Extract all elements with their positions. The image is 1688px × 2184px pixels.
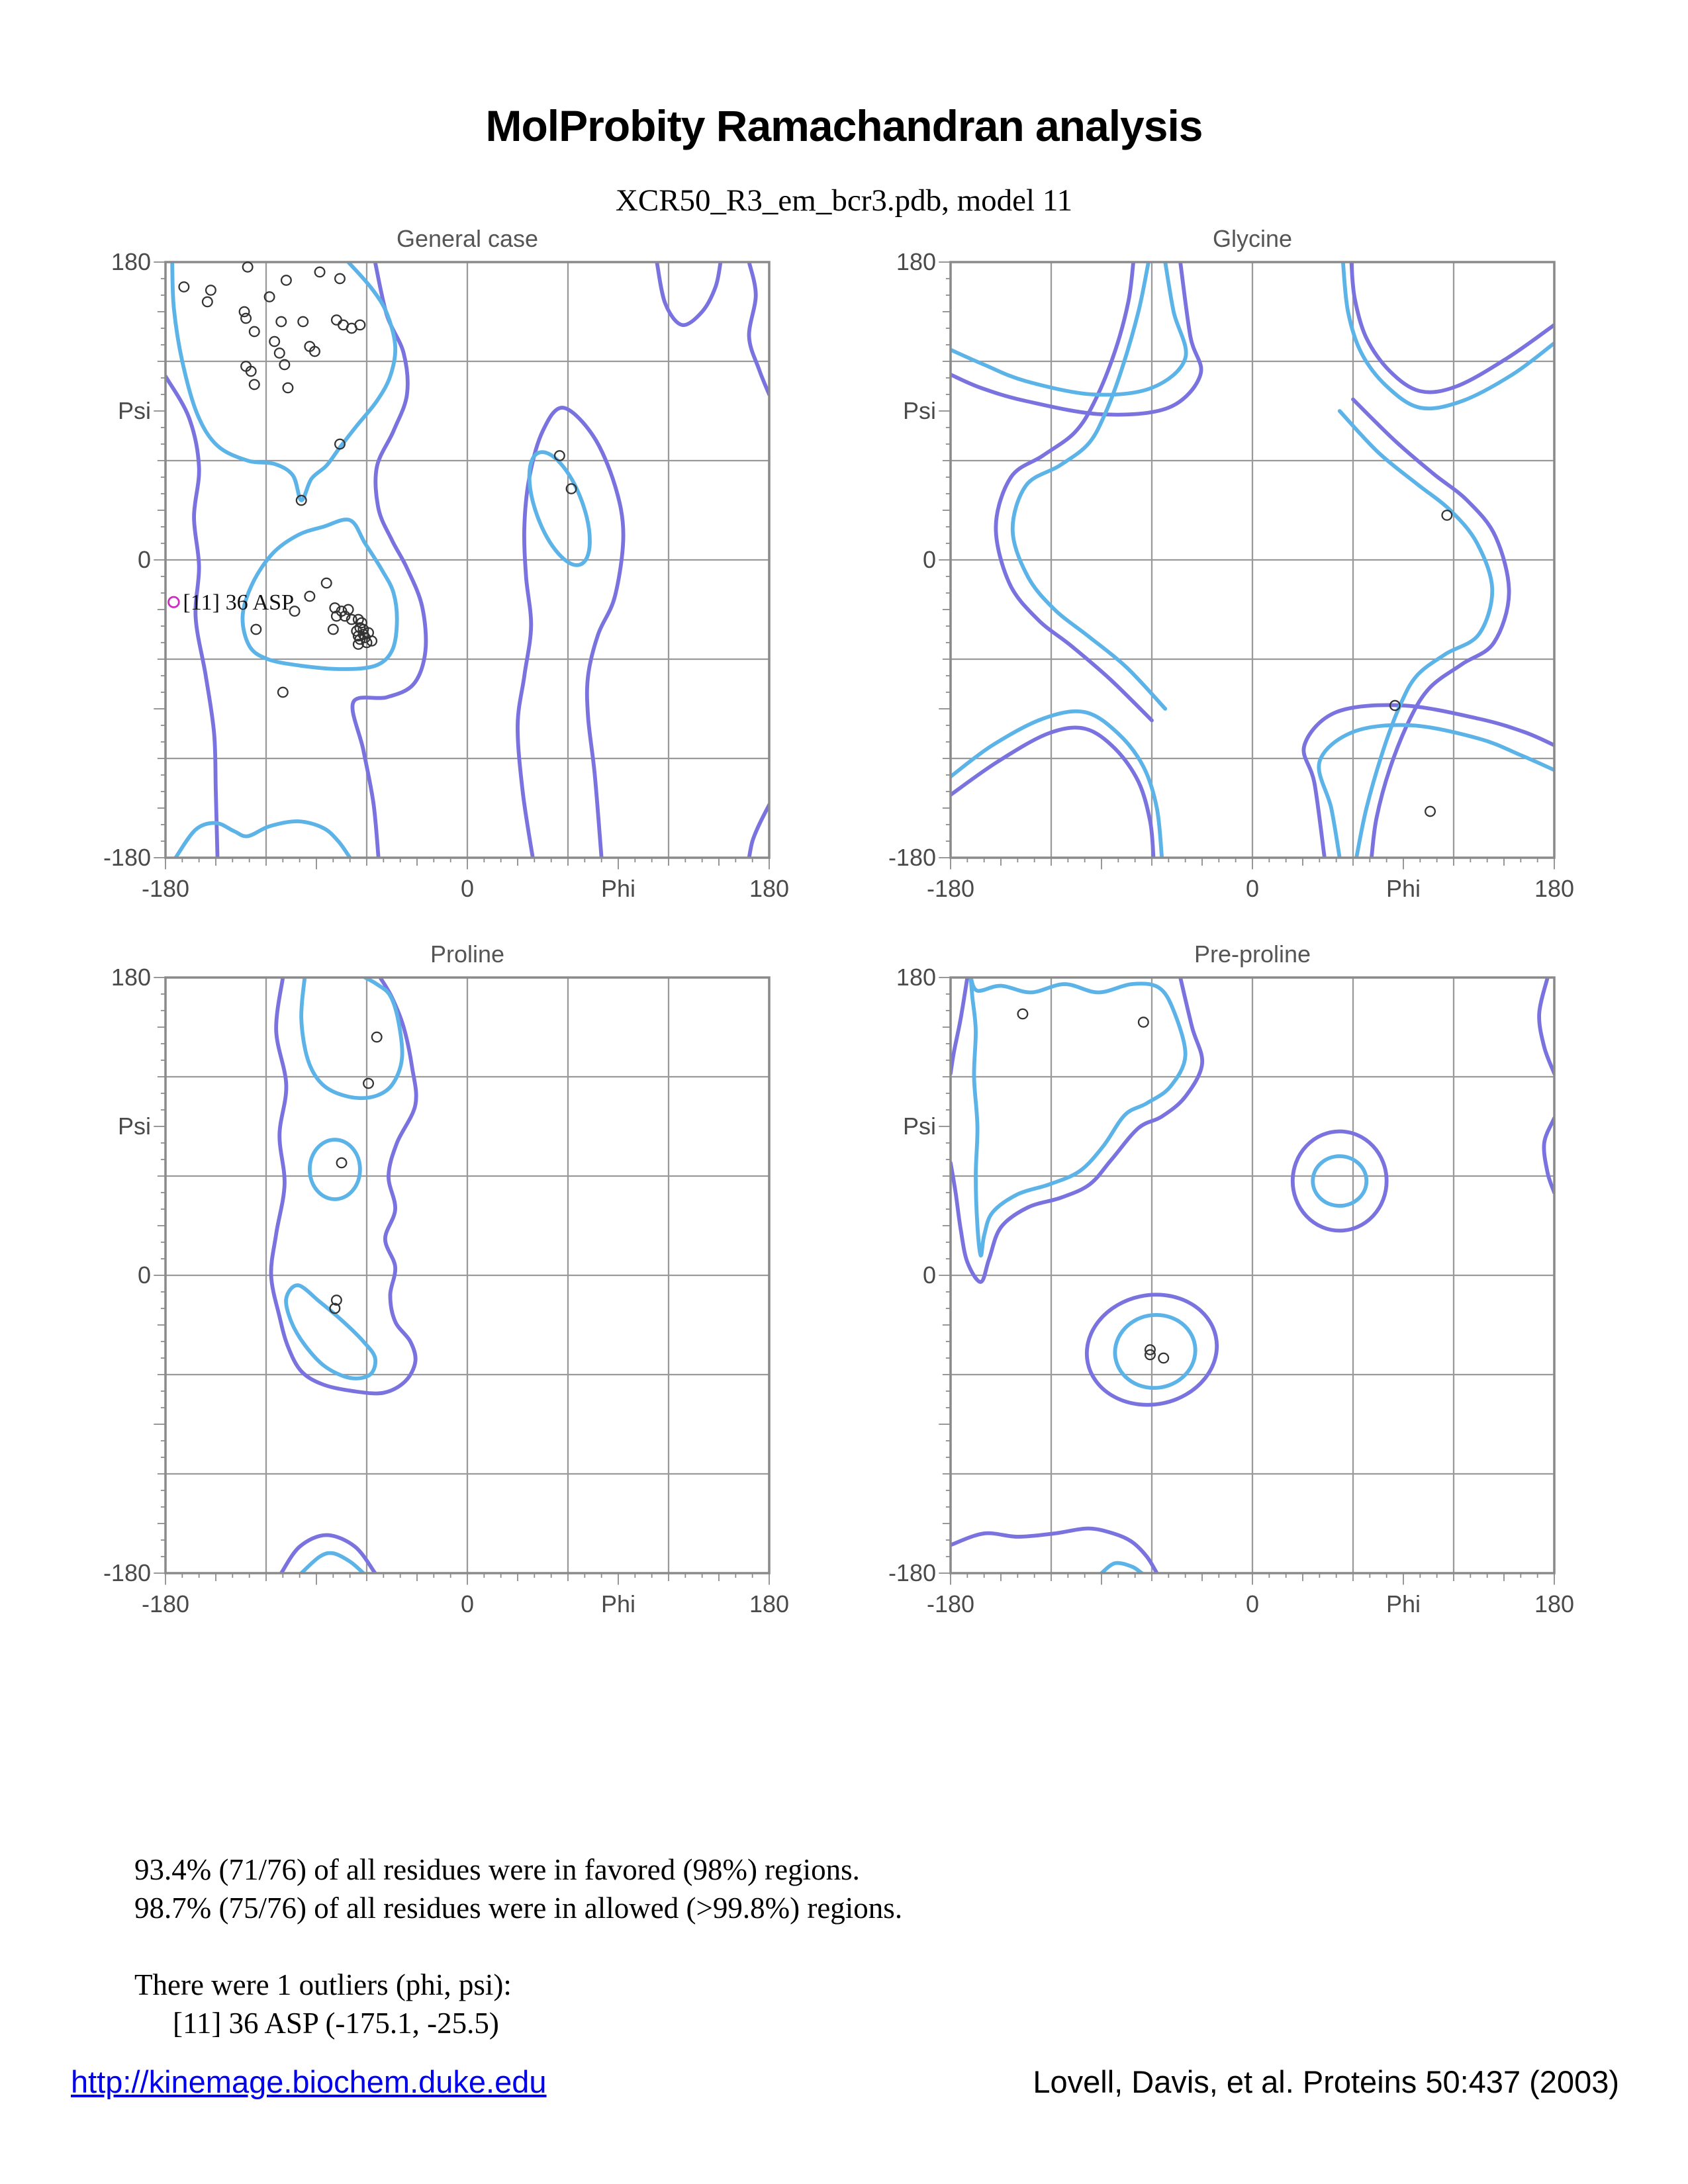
contour-allowed: [951, 978, 967, 1073]
residue-point: [355, 320, 365, 330]
y-axis-label-psi: Psi: [902, 397, 936, 424]
residue-point: [206, 285, 216, 295]
x-tick-label-n180: -180: [141, 875, 190, 902]
residue-point: [335, 274, 345, 284]
contour-allowed: [1539, 978, 1554, 1073]
residue-point: [250, 327, 259, 337]
x-tick-label-0: 0: [1245, 1590, 1260, 1617]
plot-proline: [103, 940, 790, 1617]
residue-point: [283, 383, 293, 393]
residue-point: [243, 262, 253, 272]
x-tick-label-180: 180: [749, 1590, 790, 1617]
y-tick-label-180: 180: [896, 964, 936, 991]
axis-ticks: [939, 262, 1554, 870]
plot-title: Pre-proline: [1194, 940, 1311, 968]
residue-point: [372, 1032, 382, 1042]
contour-allowed: [271, 978, 416, 1393]
plot-title: Glycine: [1212, 225, 1293, 252]
residue-point: [555, 451, 565, 461]
contour-favored: [951, 262, 1186, 394]
data-points: [179, 262, 577, 697]
plot-title: Proline: [430, 940, 505, 968]
residue-point: [251, 625, 261, 635]
page-title: MolProbity Ramachandran analysis: [485, 101, 1203, 150]
x-tick-label-180: 180: [749, 875, 790, 902]
residue-point: [1425, 807, 1435, 817]
contour-allowed: [996, 262, 1152, 721]
y-tick-label-180: 180: [111, 248, 151, 275]
y-tick-label-0: 0: [137, 1261, 151, 1289]
x-tick-label-n180: -180: [926, 875, 975, 902]
residue-point: [332, 315, 342, 325]
x-tick-label-180: 180: [1534, 875, 1575, 902]
summary-favored: 93.4% (71/76) of all residues were in favored (98%) regions.: [134, 1853, 860, 1886]
contour-allowed: [1544, 1118, 1554, 1193]
residue-point: [250, 380, 259, 390]
x-axis-label-phi: Phi: [1385, 875, 1421, 902]
contour-favored: [517, 445, 602, 572]
x-tick-label-180: 180: [1534, 1590, 1575, 1617]
outlier-label: [11] 36 ASP: [183, 590, 295, 615]
contour-allowed: [951, 978, 1202, 1282]
contour-allowed: [1293, 1132, 1387, 1231]
contour-allowed: [749, 262, 769, 394]
ramachandran-plot-proline: [165, 978, 769, 1573]
y-tick-label-n180: -180: [888, 844, 936, 871]
contour-favored: [951, 711, 1162, 858]
page-subtitle: XCR50_R3_em_bcr3.pdb, model 11: [615, 183, 1073, 218]
grid-lines: [951, 978, 1554, 1573]
plot-glycine: [888, 225, 1575, 902]
residue-point: [1139, 1017, 1149, 1027]
contour-favored: [1313, 1156, 1366, 1206]
axis-ticks: [154, 262, 769, 870]
contour-favored: [1319, 725, 1554, 858]
summary-outlier-entry: [11] 36 ASP (-175.1, -25.5): [173, 2007, 499, 2040]
contour-favored: [175, 821, 350, 858]
ramachandran-plot-glycine: [951, 262, 1554, 858]
contour-allowed: [657, 262, 720, 325]
y-tick-label-n180: -180: [888, 1559, 936, 1586]
ramachandran-plot-general: [165, 262, 769, 858]
x-tick-label-0: 0: [1245, 875, 1260, 902]
y-tick-label-n180: -180: [103, 844, 151, 871]
y-tick-label-n180: -180: [103, 1559, 151, 1586]
axis-ticks: [939, 978, 1554, 1585]
summary-allowed: 98.7% (75/76) of all residues were in allowed (>99.8%) regions.: [134, 1891, 903, 1925]
citation-text: Lovell, Davis, et al. Proteins 50:437 (2003): [1033, 2064, 1619, 2099]
contour-favored: [1013, 262, 1166, 709]
grid-lines: [951, 262, 1554, 858]
residue-point: [305, 592, 315, 602]
contour-allowed: [1353, 400, 1509, 858]
summary-outlier-header: There were 1 outliers (phi, psi):: [134, 1968, 512, 2001]
summary-block: [134, 1850, 902, 2042]
contour-favored: [1343, 262, 1554, 408]
residue-point: [1158, 1353, 1168, 1363]
x-axis-label-phi: Phi: [600, 1590, 636, 1617]
contour-favored: [301, 1553, 363, 1573]
residue-point: [337, 1158, 347, 1168]
residue-point: [328, 625, 338, 635]
residue-point: [203, 297, 212, 307]
axis-ticks: [154, 978, 769, 1585]
grid-lines: [165, 262, 769, 858]
x-tick-label-n180: -180: [926, 1590, 975, 1617]
x-axis-label-phi: Phi: [1385, 1590, 1421, 1617]
data-points: [330, 1032, 382, 1314]
residue-point: [278, 688, 288, 698]
plot-pre-proline: [888, 940, 1575, 1617]
contour-allowed: [1351, 262, 1554, 392]
y-tick-label-0: 0: [922, 1261, 936, 1289]
contour-favored: [1102, 1563, 1142, 1573]
contour-favored: [301, 978, 402, 1098]
x-tick-label-n180: -180: [141, 1590, 190, 1617]
residue-point: [179, 282, 189, 292]
ramachandran-plot-preproline: [951, 978, 1554, 1573]
residue-point: [240, 307, 250, 317]
residue-point: [315, 267, 325, 277]
outlier-point: [169, 597, 179, 608]
contour-favored: [310, 1140, 360, 1199]
y-tick-label-180: 180: [111, 964, 151, 991]
residue-point: [1442, 510, 1452, 520]
contour-allowed: [749, 805, 769, 858]
residue-point: [281, 275, 291, 285]
x-axis-label-phi: Phi: [600, 875, 636, 902]
y-tick-label-0: 0: [137, 546, 151, 573]
residue-point: [322, 578, 332, 588]
plot-title: General case: [396, 225, 539, 252]
residue-point: [241, 314, 251, 324]
residue-point: [1018, 1009, 1028, 1019]
residue-point: [275, 348, 285, 358]
x-tick-label-0: 0: [460, 1590, 475, 1617]
y-tick-label-0: 0: [922, 546, 936, 573]
kinemage-link[interactable]: http://kinemage.biochem.duke.edu: [71, 2064, 547, 2099]
y-axis-label-psi: Psi: [902, 1113, 936, 1140]
y-axis-label-psi: Psi: [117, 397, 151, 424]
contour-favored: [970, 978, 1185, 1255]
contour-favored: [1340, 411, 1493, 858]
y-tick-label-180: 180: [896, 248, 936, 275]
contour-allowed: [165, 377, 218, 858]
plot-general-case: [103, 225, 790, 902]
contour-allowed: [951, 727, 1154, 858]
residue-point: [269, 337, 279, 347]
x-tick-label-0: 0: [460, 875, 475, 902]
residue-point: [298, 317, 308, 327]
data-points: [1390, 510, 1452, 816]
y-axis-label-psi: Psi: [117, 1113, 151, 1140]
contour-favored: [286, 1285, 375, 1379]
residue-point: [363, 1079, 373, 1089]
residue-point: [276, 317, 286, 327]
grid-lines: [165, 978, 769, 1573]
